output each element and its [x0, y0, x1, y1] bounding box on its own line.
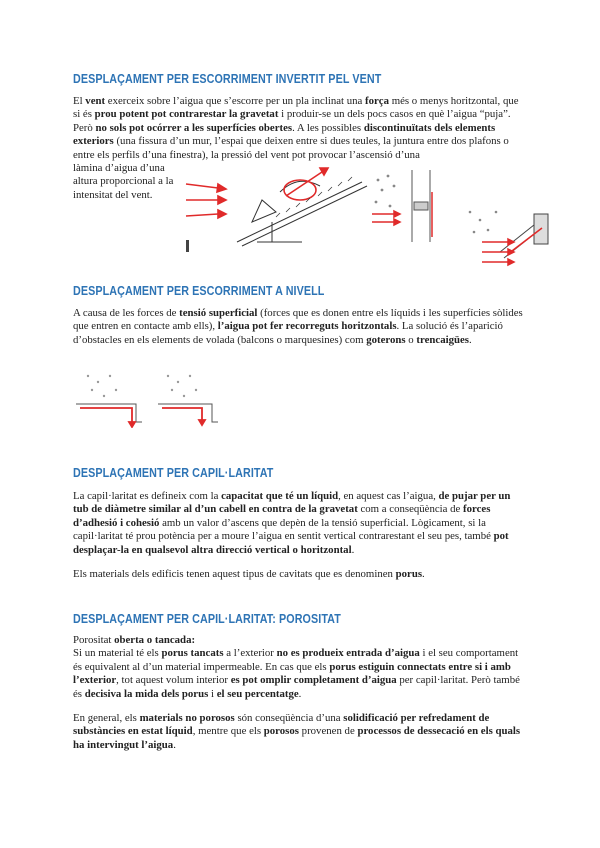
- paragraph-wind-height: làmina d’aigua d’una altura proporcional a la intensitat del vent.: [73, 162, 174, 201]
- paragraph-wind-inverted-runoff: El vent exerceix sobre l’aigua que s’escorre per un pla inclinat una força més o menys horitzontal, que si és prou potent pot contrarestar la gravetat i produir-se un dels pocs casos en què l’aigua “puja”. Però no sols pot ocórrer a les superfícies obertes. A les possibles discontinuïtats dels elements exteriors (una fissura d’un mur, l’espai que deixen entre si dues teules, la juntura entre dos plafons o entre els perfils d’una finestra), la pressió del vent pot provocar l’ascensió d’una: [73, 95, 519, 161]
- drip-edge-illustration: [76, 366, 224, 428]
- paragraph-pores: Els materials dels edificis tenen aquest tipus de cavitats que es denominen porus.: [73, 568, 425, 580]
- heading-level-runoff: DESPLAÇAMENT PER ESCORRIMENT A NIVELL: [73, 284, 325, 298]
- paragraph-porous-materials: En general, els materials no porosos són conseqüència d’una solidificació per refredament de substàncies en estat líquid, mentre que els porosos provenen de processos de dessecació en els quals ha intervingut l’aigua.: [73, 712, 521, 751]
- heading-porosity: DESPLAÇAMENT PER CAPIL·LARITAT: POROSITAT: [73, 612, 341, 626]
- paragraph-open-closed-porosity: Porositat oberta o tancada: Si un material té els porus tancats a l’exterior no es produeix entrada d’aigua i el seu comportament és equivalent al d’un material impermeable. En cas que els porus estiguin connectats entre si i amb l’exterior, tot aquest volum interior es pot omplir completament d’aigua per capil·laritat. Però també és decisiva la mida dels porus i el seu percentatge.: [73, 634, 520, 700]
- heading-capillarity: DESPLAÇAMENT PER CAPIL·LARITAT: [73, 466, 274, 480]
- paragraph-capillarity: La capil·laritat es defineix com la capacitat que té un líquid, en aquest cas l’aigua, de pujar per un tub de diàmetre similar al d’un cabell en contra de la gravetat com a conseqüència de forces d’adhesió i cohesió amb un valor d’ascens que depèn de la tensió superficial. Lògicament, si la capil·laritat té prou potència per a moure l’aigua en sentit vertical contrarestant el seu pes, també pot desplaçar-la en qualsevol altra direcció vertical o horitzontal.: [73, 490, 511, 556]
- paragraph-level-runoff: A causa de les forces de tensió superficial (forces que es donen entre els líquids i les superfícies sòlides que entren en contacte amb ells), l’aigua pot fer recorreguts horitzontals. La solució és l’aparició d’obstacles en els elements de volada (balcons o marquesines) com goterons o trencaigües.: [73, 307, 523, 346]
- wind-runoff-illustration: [182, 162, 552, 274]
- heading-wind-inverted-runoff: DESPLAÇAMENT PER ESCORRIMENT INVERTIT PEL VENT: [73, 72, 382, 86]
